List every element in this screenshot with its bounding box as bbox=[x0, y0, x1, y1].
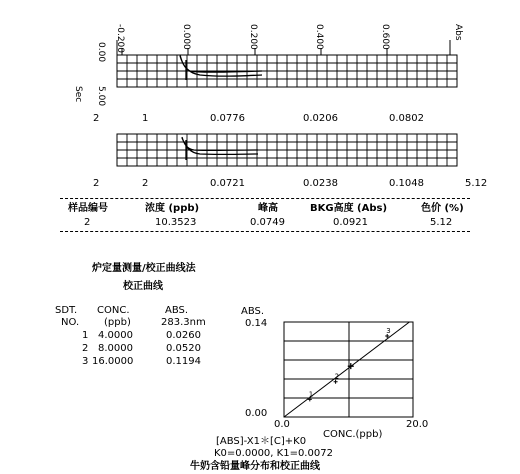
calib-row-conc: 4.0000 bbox=[98, 330, 133, 341]
calib-ytick-max: 0.14 bbox=[245, 318, 268, 329]
trace2-sample: 2 bbox=[93, 178, 100, 189]
summary-top-rule bbox=[60, 198, 470, 199]
trace-axis-tick: 0.200 bbox=[248, 24, 258, 50]
trace1-sample: 2 bbox=[93, 113, 100, 124]
trace1-rep: 1 bbox=[142, 113, 149, 124]
calib-header-abs: ABS. bbox=[165, 305, 189, 316]
calib-xtick-min: 0.0 bbox=[274, 419, 290, 430]
sec-tick: 0.00 bbox=[96, 42, 106, 63]
calib-row-abs: 0.0260 bbox=[166, 330, 201, 341]
calib-point-label: 3 bbox=[386, 326, 391, 335]
calib-title: 校正曲线 bbox=[123, 281, 163, 292]
trace-axis-tick: 0.400 bbox=[314, 24, 324, 50]
summary-header-bkg: BKG高度 (Abs) bbox=[310, 203, 388, 214]
calib-row-no: 2 bbox=[82, 343, 89, 354]
trace1-area: 0.0802 bbox=[389, 113, 424, 124]
calib-row-conc: 8.0000 bbox=[98, 343, 133, 354]
summary-header-peak: 峰高 bbox=[258, 203, 278, 214]
calib-ytick-min: 0.00 bbox=[245, 408, 268, 419]
summary-cell-conc: 10.3523 bbox=[155, 217, 197, 228]
trace2-peak: 0.0721 bbox=[210, 178, 245, 189]
summary-bottom-rule bbox=[60, 231, 470, 232]
method-title: 炉定量测量/校正曲线法 bbox=[92, 263, 196, 274]
calib-coefficients: K0=0.0000, K1=0.0072 bbox=[214, 448, 333, 459]
calib-equation: [ABS]-X1＊[C]+K0 bbox=[216, 436, 307, 447]
calib-chart-plot bbox=[284, 322, 409, 417]
trace1-axis-edge bbox=[117, 40, 450, 55]
calib-ylabel: ABS. bbox=[241, 306, 265, 317]
trace-axis-tick: 0.000 bbox=[181, 24, 191, 50]
trace1-signal bbox=[180, 55, 262, 80]
trace1-tick-marks bbox=[122, 48, 387, 55]
calib-header-conc: CONC. bbox=[97, 305, 130, 316]
sec-axis-label: Sec bbox=[73, 86, 83, 103]
trace1-bkg: 0.0206 bbox=[303, 113, 338, 124]
calib-fit-line bbox=[284, 322, 409, 417]
trace-axis-tick: 0.600 bbox=[380, 24, 390, 50]
summary-cell-rsd: 5.12 bbox=[430, 217, 453, 228]
calib-row-no: 1 bbox=[82, 330, 89, 341]
calib-xlabel: CONC.(ppb) bbox=[323, 429, 383, 440]
summary-header-sample: 样品编号 bbox=[68, 203, 108, 214]
trace2-rsd: 5.12 bbox=[465, 178, 488, 189]
trace2-bkg: 0.0238 bbox=[303, 178, 338, 189]
sec-tick: 5.00 bbox=[96, 86, 106, 107]
calib-xtick-max: 20.0 bbox=[406, 419, 429, 430]
summary-cell-peak: 0.0749 bbox=[250, 217, 285, 228]
trace2-rep: 2 bbox=[142, 178, 149, 189]
trace-axis-tick: -0.200 bbox=[115, 24, 125, 54]
calib-point-label: 1 bbox=[308, 390, 314, 399]
footer-title: 牛奶含铅量峰分布和校正曲线 bbox=[190, 461, 320, 472]
calib-row-abs: 0.1194 bbox=[166, 356, 201, 367]
calib-header-ppb: (ppb) bbox=[104, 317, 131, 328]
summary-header-rsd: 色价 (%) bbox=[421, 203, 464, 214]
calib-row-abs: 0.0520 bbox=[166, 343, 201, 354]
summary-cell-bkg: 0.0921 bbox=[333, 217, 368, 228]
summary-cell-sample: 2 bbox=[84, 217, 91, 228]
trace1-peak: 0.0776 bbox=[210, 113, 245, 124]
calib-header-wavelength: 283.3nm bbox=[161, 317, 206, 328]
calib-header-sdt: SDT. bbox=[55, 305, 78, 316]
calib-row-no: 3 bbox=[82, 356, 89, 367]
calib-row-conc: 16.0000 bbox=[92, 356, 134, 367]
trace2-area: 0.1048 bbox=[389, 178, 424, 189]
calib-point-label: 2 bbox=[334, 372, 340, 381]
calib-header-no: NO. bbox=[61, 317, 80, 328]
trace-axis-unit: Abs bbox=[453, 24, 463, 41]
summary-header-conc: 浓度 (ppb) bbox=[145, 203, 200, 214]
